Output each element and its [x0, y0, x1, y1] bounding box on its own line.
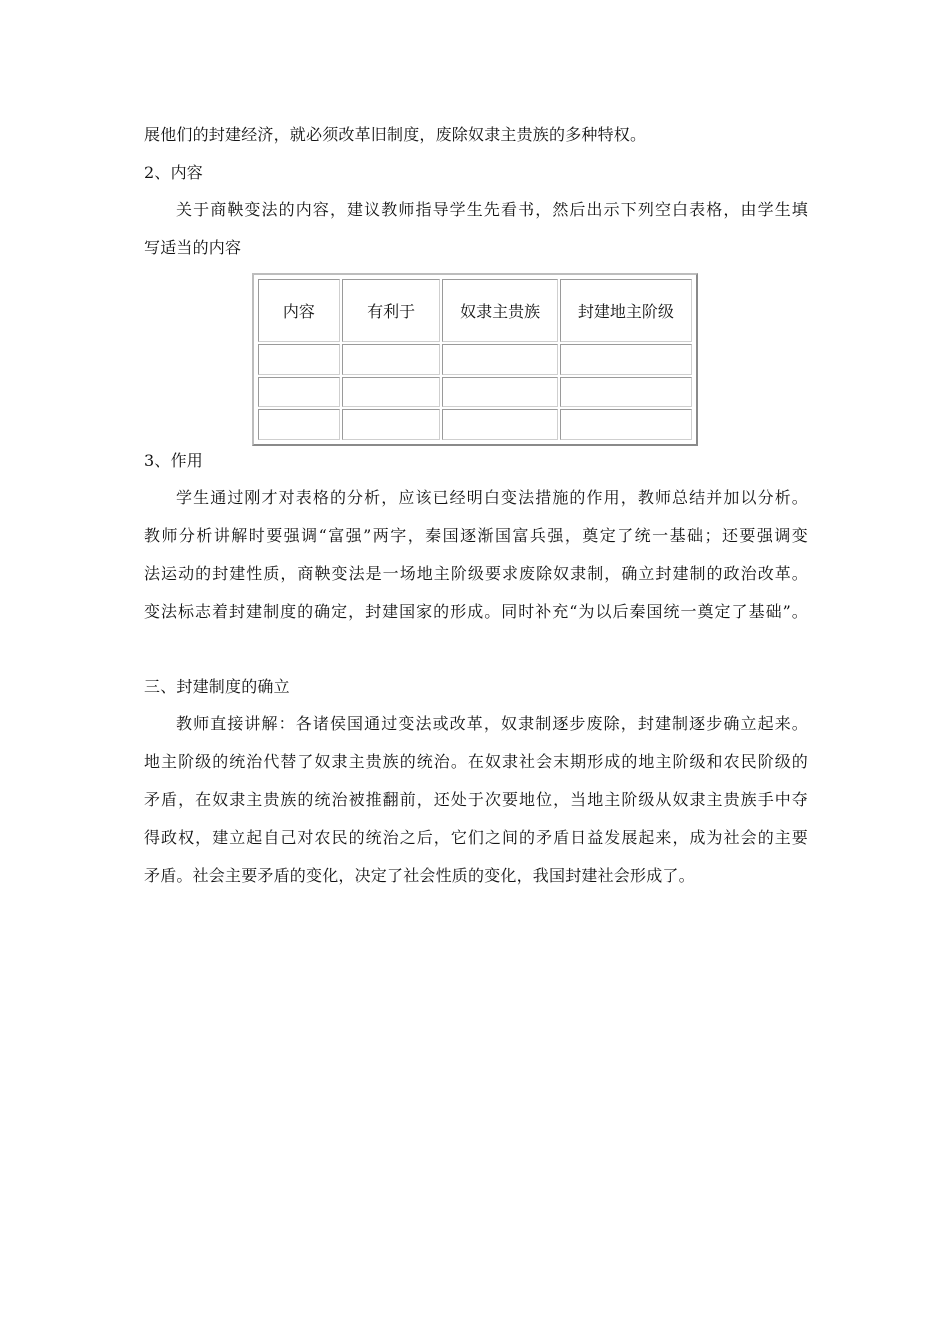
- table-header-row: [258, 279, 692, 342]
- table-cell: [560, 344, 692, 375]
- paragraph-line: 教师直接讲解：各诸侯国通过变法或改革，奴隶制逐步废除，封建制逐步确立起来。: [176, 714, 808, 733]
- table-header-cell: 封建地主阶级: [560, 279, 692, 342]
- table-cell: [442, 409, 557, 440]
- paragraph-line: 法运动的封建性质，商鞅变法是一场地主阶级要求废除奴隶制，确立封建制的政治改革。: [144, 564, 808, 583]
- table-row: [258, 344, 692, 375]
- paragraph-line: 关于商鞅变法的内容，建议教师指导学生先看书，然后出示下列空白表格，由学生填: [176, 200, 808, 219]
- section-heading: 三、封建制度的确立: [144, 677, 290, 696]
- paragraph-line: 教师分析讲解时要强调“富强”两字，秦国逐渐国富兵强，奠定了统一基础；还要强调变: [144, 526, 808, 545]
- table-cell: [342, 409, 441, 440]
- subheading-effect: 3、作用: [144, 451, 203, 470]
- paragraph-line: 学生通过刚才对表格的分析，应该已经明白变法措施的作用，教师总结并加以分析。: [176, 488, 808, 507]
- table-cell: [342, 344, 441, 375]
- paragraph-line: 矛盾，在奴隶主贵族的统治被推翻前，还处于次要地位，当地主阶级从奴隶主贵族手中夺: [144, 790, 808, 809]
- fill-table: [256, 277, 694, 442]
- paragraph-line: 变法标志着封建制度的确定，封建国家的形成。同时补充“为以后秦国统一奠定了基础”。: [144, 602, 808, 621]
- table-cell: [560, 409, 692, 440]
- table-cell: [258, 344, 340, 375]
- paragraph-line: 得政权，建立起自己对农民的统治之后，它们之间的矛盾日益发展起来，成为社会的主要: [144, 828, 808, 847]
- table-header-cell: 奴隶主贵族: [442, 279, 557, 342]
- table-header-cell: 内容: [258, 279, 340, 342]
- table-cell: [342, 377, 441, 408]
- table-cell: [258, 377, 340, 408]
- paragraph-line: 矛盾。社会主要矛盾的变化，决定了社会性质的变化，我国封建社会形成了。: [144, 866, 695, 885]
- paragraph-line: 展他们的封建经济，就必须改革旧制度，废除奴隶主贵族的多种特权。: [144, 125, 647, 144]
- subheading-content: 2、内容: [144, 163, 203, 182]
- table-row: [258, 409, 692, 440]
- table-header-cell: 有利于: [342, 279, 441, 342]
- table-cell: [258, 409, 340, 440]
- paragraph-line: 写适当的内容: [144, 238, 242, 257]
- blank-fill-table: [252, 273, 698, 446]
- table-cell: [442, 377, 557, 408]
- table-row: [258, 377, 692, 408]
- paragraph-line: 地主阶级的统治代替了奴隶主贵族的统治。在奴隶社会末期形成的地主阶级和农民阶级的: [144, 752, 808, 771]
- table-cell: [560, 377, 692, 408]
- table-cell: [442, 344, 557, 375]
